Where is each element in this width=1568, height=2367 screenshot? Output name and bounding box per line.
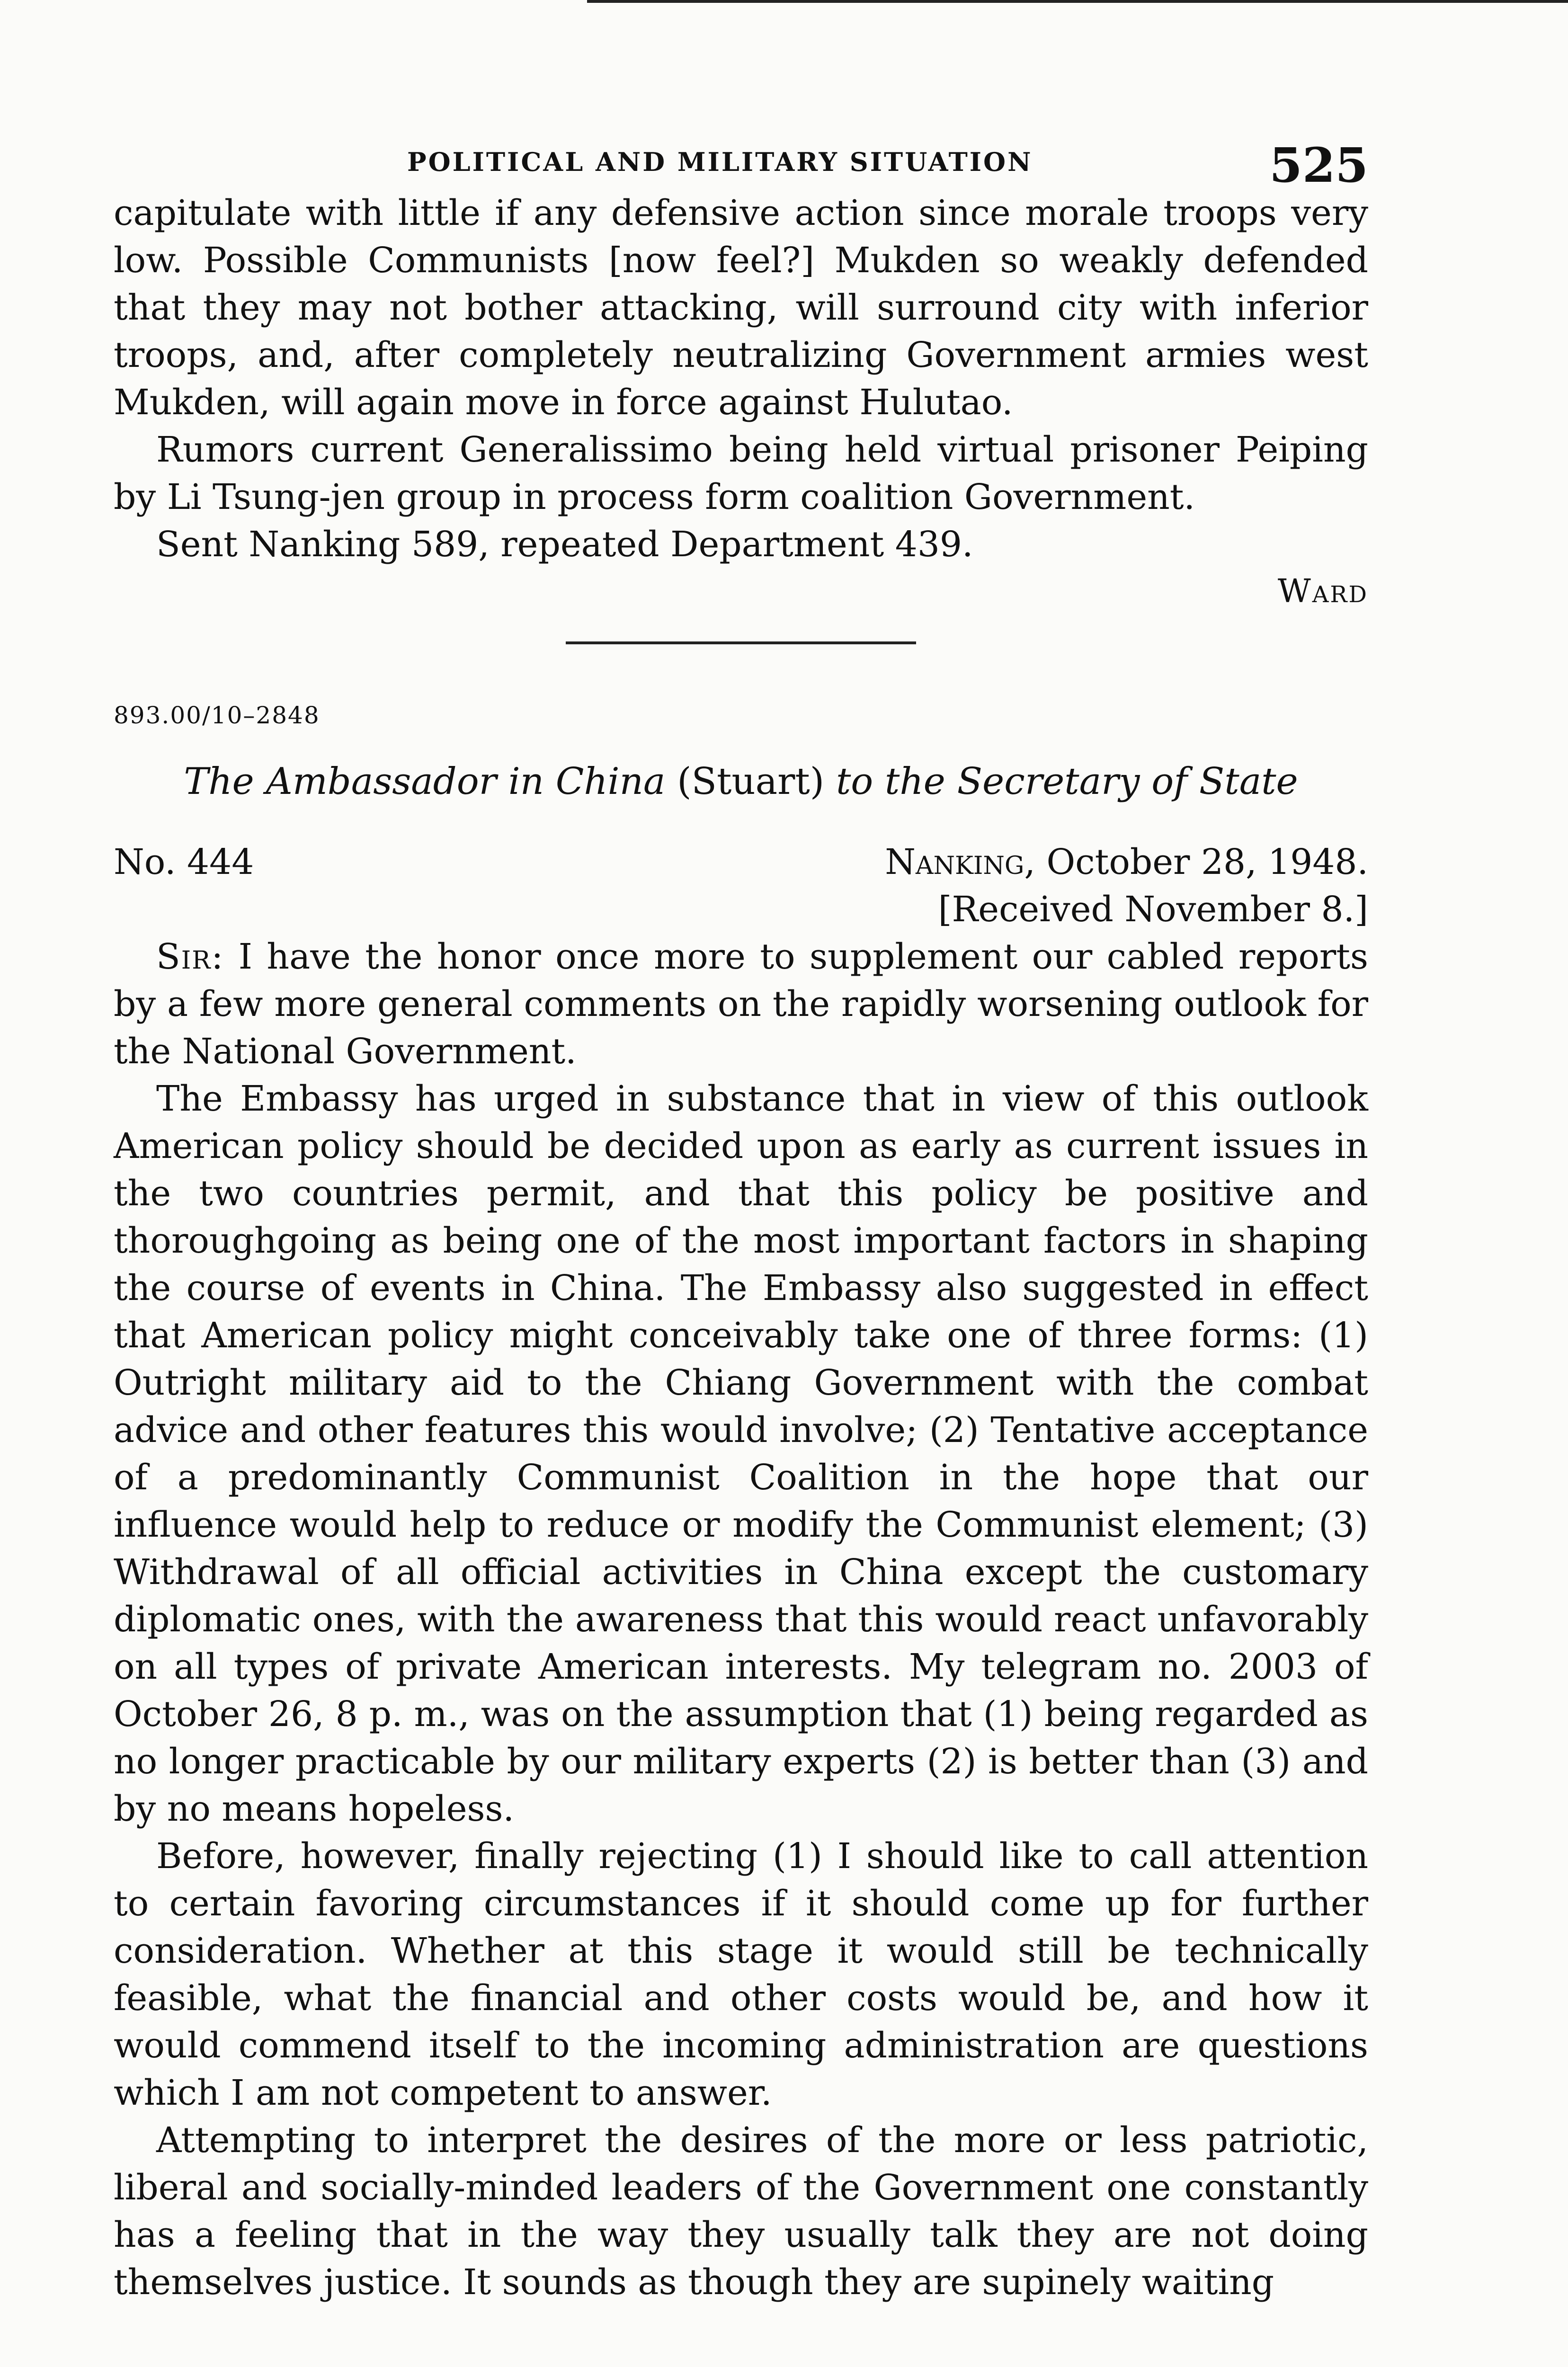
paragraph [114, 933, 1368, 1075]
paragraph: Rumors current Generalissimo being held virtual prisoner Peiping by Li Tsung-jen group in process form coalition Government. [114, 429, 1368, 517]
received-date: [Received November 8.] [938, 889, 1368, 930]
salutation: Sir: [156, 936, 224, 977]
page [114, 137, 1368, 2306]
title-part2: to the Secretary of State [836, 760, 1298, 803]
file-number: 893.00/10–2848 [114, 702, 320, 729]
paragraph: Before, however, finally rejecting (1) I should like to call attention to certain favoring circumstances if it should come up for further consideration. Whether at this stage it would still be technically feasible, what the financial and other costs would be, and how it would commend itself to the incoming administration are questions which I am not competent to answer. [114, 1836, 1368, 2113]
top-rule [587, 0, 1568, 3]
page-header [114, 137, 1368, 193]
document-number: No. 444 [114, 842, 254, 882]
first-document [114, 189, 1368, 615]
dateline [114, 838, 1368, 886]
paragraph: capitulate with little if any defensive action since morale troops very low. Possible Communists [now feel?] Mukden so weakly defended that they may not bother attacking, will surround city with inferior troops, and, after completely neutralizing Government armies west Mukden, will again move in force against Hulutao. [114, 193, 1368, 423]
title-part1: The Ambassador in China [184, 760, 666, 803]
paragraph: The Embassy has urged in substance that in view of this outlook American policy should be decided upon as early as current issues in the two countries permit, and that this policy be positive and thoroughgoing as being one of the most important factors in shaping the course of events in China. The Embassy also suggested in effect that American policy might conceivably take one of three forms: (1) Outright military aid to the Chiang Government with the combat advice and other features this would involve; (2) Tentative acceptance of a predominantly Communist Coalition in the hope that our influence would help to reduce or modify the Communist element; (3) Withdrawal of all official activities in China except the customary diplomatic ones, with the awareness that this would react unfavorably on all types of private American interests. My telegram no. 2003 of October 26, 8 p. m., was on the assumption that (1) being regarded as no longer practicable by our military experts (2) is better than (3) and by no means hopeless. [114, 1078, 1368, 1829]
running-head: POLITICAL AND MILITARY SITUATION [407, 147, 1033, 177]
second-document [114, 692, 1368, 2306]
title-name: (Stuart) [677, 760, 825, 803]
place-date [885, 838, 1368, 886]
paragraph: Attempting to interpret the desires of the more or less patriotic, liberal and socially-minded leaders of the Government one constantly has a feeling that in the way they usually talk they are not doing themselves justice. It sounds as though they are supinely waiting [114, 2120, 1368, 2303]
page-number: 525 [1269, 137, 1368, 193]
place: Nanking, [885, 842, 1035, 882]
document-title [114, 758, 1368, 805]
section-divider [566, 641, 916, 644]
paragraph: Sent Nanking 589, repeated Department 439. [156, 524, 973, 565]
signature: Ward [1277, 573, 1368, 610]
paragraph-text: I have the honor once more to supplement our cabled reports by a few more general comments on the rapidly worsening outlook for the National Government. [114, 936, 1368, 1072]
date: October 28, 1948. [1046, 842, 1368, 882]
